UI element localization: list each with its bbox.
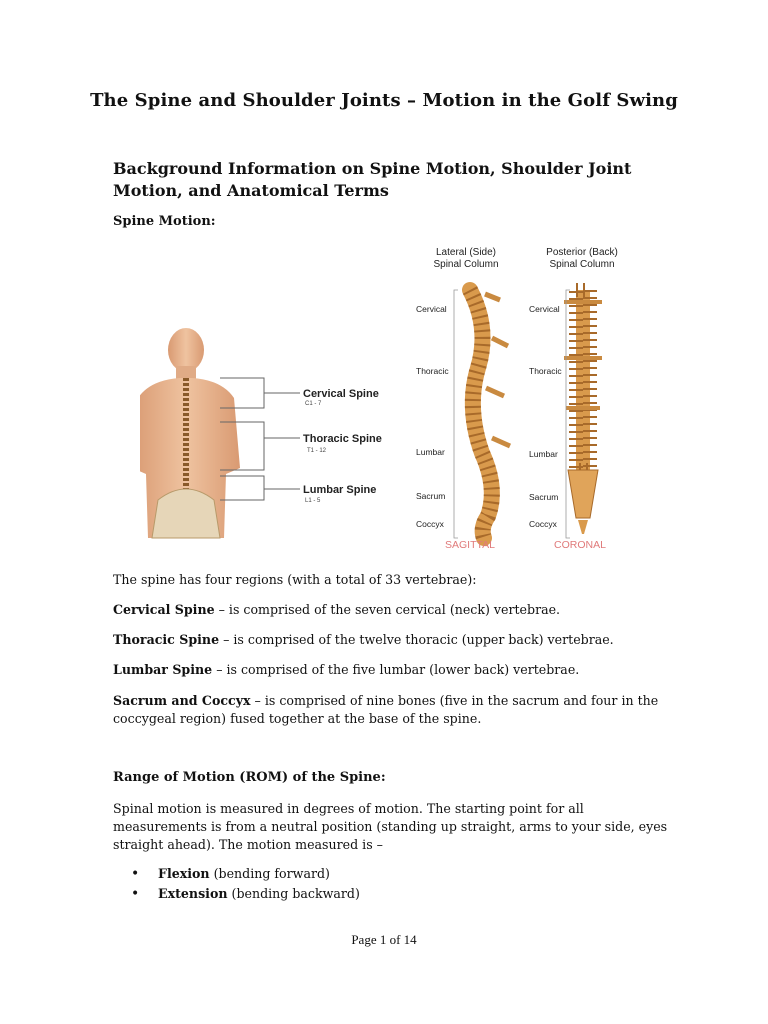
back-label-lumbar: Lumbar Spine [303, 484, 377, 496]
back-label-thoracic: Thoracic Spine [303, 433, 382, 445]
region-term: Sacrum and Coccyx [113, 693, 251, 708]
back-range-thoracic: T1 - 12 [307, 448, 327, 454]
posterior-label-coccyx: Coccyx [529, 519, 557, 529]
lateral-label-cervical: Cervical [416, 304, 447, 314]
list-item [113, 864, 360, 884]
spine-figure [140, 238, 640, 563]
back-range-cervical: C1 - 7 [305, 401, 322, 407]
region-desc: – is comprised of nine bones (five in the sacrum and four in the coccygeal region) fused together at the base of the spine. [113, 693, 659, 726]
motion-term: Flexion [158, 866, 210, 881]
posterior-label-thoracic: Thoracic [529, 366, 562, 376]
rom-paragraph: Spinal motion is measured in degrees of motion. The starting point for all measurements is from a neutral position (standing up straight, arms to your side, eyes straight ahead). The motion measured is – [113, 801, 668, 852]
region-term: Cervical Spine [113, 602, 215, 617]
region-desc: – is comprised of the five lumbar (lower back) vertebrae. [212, 662, 580, 677]
lateral-label-thoracic: Thoracic [416, 366, 449, 376]
region-desc: – is comprised of the twelve thoracic (upper back) vertebrae. [219, 632, 614, 647]
posterior-label-sacrum: Sacrum [529, 492, 559, 502]
region-sacrum-coccyx [113, 692, 673, 728]
region-desc: – is comprised of the seven cervical (neck) vertebrae. [214, 602, 561, 617]
document-title: The Spine and Shoulder Joints – Motion in the Golf Swing [90, 90, 678, 111]
posterior-label-lumbar: Lumbar [529, 449, 558, 459]
lateral-label-lumbar: Lumbar [416, 447, 445, 457]
region-term: Lumbar Spine [113, 662, 213, 677]
back-body-illustration [140, 328, 240, 538]
lateral-label-sacrum: Sacrum [416, 491, 446, 501]
region-term: Thoracic Spine [113, 632, 220, 647]
lateral-label-coccyx: Coccyx [416, 519, 444, 529]
posterior-title-line2: Spinal Column [549, 259, 615, 270]
intro-paragraph: The spine has four regions (with a total of 33 vertebrae): [113, 572, 477, 587]
region-lumbar [113, 661, 673, 679]
sagittal-label: SAGITTAL [445, 539, 495, 551]
lateral-title-line1: Lateral (Side) [435, 247, 497, 258]
motion-desc: (bending backward) [227, 886, 360, 901]
rom-heading: Range of Motion (ROM) of the Spine: [113, 770, 386, 785]
posterior-label-cervical: Cervical [529, 304, 560, 314]
region-cervical [113, 601, 673, 619]
motion-desc: (bending forward) [209, 866, 330, 881]
lateral-title-line2: Spinal Column [433, 259, 499, 270]
page-number: Page 1 of 14 [351, 932, 417, 947]
back-label-cervical: Cervical Spine [303, 388, 379, 400]
background-heading: Background Information on Spine Motion, Shoulder Joint Motion, and Anatomical Terms [113, 159, 632, 200]
region-thoracic [113, 631, 673, 649]
coronal-label: CORONAL [554, 539, 606, 551]
spine-motion-heading: Spine Motion: [113, 214, 216, 229]
list-item [113, 884, 360, 904]
lateral-spine-illustration [470, 290, 510, 538]
back-range-lumbar: L1 - 5 [305, 498, 321, 504]
posterior-title-line1: Posterior (Back) [546, 247, 618, 258]
posterior-spine-illustration [564, 290, 602, 534]
motion-term: Extension [158, 886, 228, 901]
motion-list [113, 864, 360, 904]
